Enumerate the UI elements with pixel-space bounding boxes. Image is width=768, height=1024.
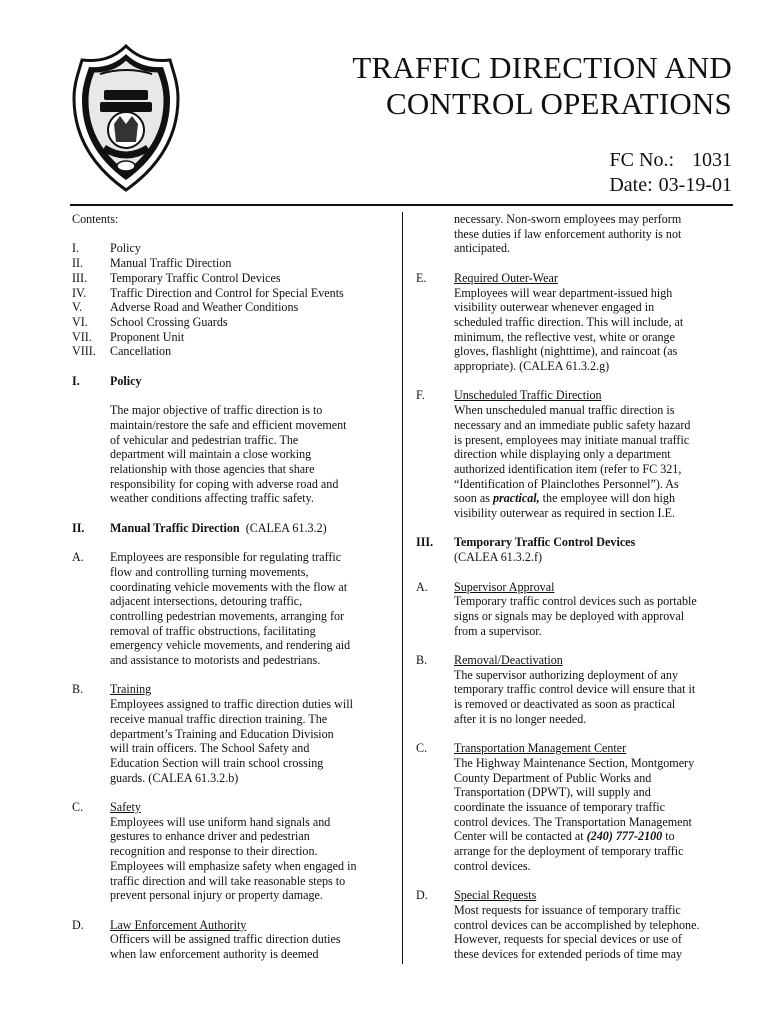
item-title: Special Requests (454, 888, 537, 903)
toc-text: Temporary Traffic Control Devices (110, 270, 281, 285)
text-line: weather conditions affecting traffic safety. (110, 491, 314, 506)
text-line: department will maintain a close working (110, 447, 312, 462)
text-line: temporary traffic control device will ensure that it (454, 682, 696, 697)
text-line: and assistance to motorists and pedestrians. (110, 653, 321, 668)
text-line: when law enforcement authority is deemed (110, 947, 319, 962)
item-num: D. (416, 888, 428, 903)
item-title: Supervisor Approval (454, 579, 555, 594)
column-divider (402, 212, 403, 964)
text-line: Employees will use uniform hand signals and (110, 814, 331, 829)
toc-num: V. (72, 300, 83, 315)
header-divider (70, 204, 733, 206)
item-num: A. (72, 550, 84, 565)
item-num: B. (416, 653, 428, 668)
text-line (454, 491, 734, 506)
toc-num: II. (72, 256, 84, 271)
text-line: removal of traffic obstructions, facilitating (110, 623, 316, 638)
section-1-body (72, 403, 392, 506)
section-2-item-f (416, 388, 734, 520)
text-line: of vehicular and pedestrian traffic. The (110, 432, 299, 447)
item-num: C. (416, 741, 428, 756)
text-line: signs or signals may be deployed with approval (454, 608, 685, 623)
badge-emblem-icon (70, 44, 182, 194)
text-line: flow and controlling turning movements, (110, 564, 309, 579)
text-line: receive manual traffic direction training. The (110, 711, 328, 726)
toc-text: Manual Traffic Direction (110, 256, 232, 271)
fc-info (609, 148, 732, 198)
left-column (72, 212, 392, 962)
section-1-heading (72, 374, 392, 389)
list-item (72, 286, 392, 301)
item-title: Required Outer-Wear (454, 270, 558, 285)
toc-num: VI. (72, 314, 88, 329)
list-item (72, 271, 392, 286)
toc-text: Adverse Road and Weather Conditions (110, 300, 299, 315)
toc-num: IV. (72, 285, 87, 300)
list-item (72, 241, 392, 256)
text-line: guards. (CALEA 61.3.2.b) (110, 770, 239, 785)
item-num: B. (72, 682, 84, 697)
text-fragment: the employee will don high (539, 491, 676, 506)
text-line: control devices. The Transportation Management (454, 814, 692, 829)
section-3-heading (416, 535, 734, 564)
toc-text: Policy (110, 241, 141, 256)
text-line: controlling pedestrian movements, arranging for (110, 608, 345, 623)
text-line: relationship with those agencies that share (110, 461, 315, 476)
fc-number-label: FC No.: (609, 149, 674, 171)
phone-number: (240) 777-2100 (586, 829, 663, 844)
text-fragment: Center will be contacted at (454, 829, 587, 844)
text-line: gestures to enhance driver and pedestrian (110, 829, 310, 844)
title-line-1: TRAFFIC DIRECTION AND (352, 50, 732, 85)
section-3-item-a (416, 580, 734, 639)
calea-ref: (CALEA 61.3.2.f) (454, 550, 543, 565)
item-title: Training (110, 682, 152, 697)
text-line: responsibility for coping with adverse road and (110, 476, 339, 491)
text-line: anticipated. (454, 241, 511, 256)
section-2-item-a (72, 550, 392, 668)
text-line: gloves, flashlight (nighttime), and raincoat (as (454, 344, 678, 359)
text-line: after it is no longer needed. (454, 711, 587, 726)
text-line: will train officers. The School Safety and (110, 741, 310, 756)
text-line: Employees will wear department-issued high (454, 285, 673, 300)
text-line: The Highway Maintenance Section, Montgomery (454, 755, 695, 770)
toc-num: I. (72, 241, 80, 256)
text-line: emergency vehicle movements, and rendering aid (110, 638, 351, 653)
text-line: recognition and response to their direction. (110, 844, 318, 859)
item-title: Removal/Deactivation (454, 653, 563, 668)
toc-num: VII. (72, 329, 92, 344)
text-line: When unscheduled manual traffic direction is (454, 403, 675, 418)
text-line: Employees assigned to traffic direction duties will (110, 697, 353, 712)
section-num: III. (416, 535, 434, 550)
section-3-item-b (416, 653, 734, 727)
text-line: “Identification of Plainclothes Personnel”). As (454, 476, 679, 491)
text-line: these duties if law enforcement authority is not (454, 226, 682, 241)
section-3-item-d (416, 888, 734, 962)
item-title: Law Enforcement Authority (110, 917, 247, 932)
text-line: adjacent intersections, detouring traffic, (110, 594, 303, 609)
text-line: Transportation (DPWT), will supply and (454, 785, 651, 800)
text-line: However, requests for special devices or use of (454, 932, 682, 947)
contents-list (72, 241, 392, 359)
text-line: traffic direction and will take reasonable steps to (110, 873, 346, 888)
text-line: minimum, the reflective vest, white or orange (454, 329, 675, 344)
section-2-item-b (72, 682, 392, 785)
section-2-item-e (416, 271, 734, 374)
item-title: Safety (110, 800, 141, 815)
text-line: coordinating vehicle movements with the flow at (110, 579, 348, 594)
emphasis-text: practical, (492, 491, 540, 506)
list-item (72, 330, 392, 345)
list-item (72, 315, 392, 330)
text-line: control devices. (454, 858, 531, 873)
text-line (454, 829, 734, 844)
item-title: Unscheduled Traffic Direction (454, 388, 602, 403)
section-2-item-c (72, 800, 392, 903)
text-line: department’s Training and Education Division (110, 726, 334, 741)
list-item (72, 256, 392, 271)
text-line: is present, employees may initiate manual traffic (454, 432, 690, 447)
toc-text: Proponent Unit (110, 329, 185, 344)
text-line: necessary. Non-sworn employees may perform (454, 212, 682, 226)
item-num: C. (72, 800, 84, 815)
toc-text: Cancellation (110, 344, 172, 359)
toc-num: III. (72, 270, 88, 285)
item-num: D. (72, 917, 84, 932)
right-column (416, 212, 734, 962)
text-line: Education Section will train school crossing (110, 755, 324, 770)
text-line: from a supervisor. (454, 623, 542, 638)
section-num: II. (72, 520, 85, 535)
text-line: Temporary traffic control devices such as portable (454, 594, 697, 609)
text-line: maintain/restore the safe and efficient movement (110, 417, 347, 432)
section-3-item-c (416, 741, 734, 873)
text-line: County Department of Public Works and (454, 770, 652, 785)
text-line: necessary and an immediate public safety hazard (454, 417, 691, 432)
text-line: direction while displaying only a department (454, 447, 671, 462)
section-2-heading (72, 521, 392, 536)
text-line: scheduled traffic direction. This will include, at (454, 314, 684, 329)
section-2-item-d (72, 918, 392, 962)
police-badge-logo (70, 44, 182, 194)
date-label: Date: (609, 174, 653, 196)
text-line: visibility outerwear whenever engaged in (454, 300, 655, 315)
list-item (72, 344, 392, 359)
section-title: Manual Traffic Direction (110, 520, 240, 535)
section-2-item-d-continued (416, 212, 734, 256)
date-value: 03-19-01 (658, 174, 732, 196)
text-line: Most requests for issuance of temporary traffic (454, 902, 681, 917)
text-line: Employees will emphasize safety when engaged in (110, 858, 357, 873)
text-line: Officers will be assigned traffic direction duties (110, 932, 341, 947)
text-fragment: soon as (454, 491, 493, 506)
item-title: Transportation Management Center (454, 741, 627, 756)
toc-text: Traffic Direction and Control for Special Events (110, 285, 344, 300)
contents-label: Contents: (72, 212, 119, 226)
text-line: is removed or deactivated as soon as practical (454, 697, 676, 712)
section-num: I. (72, 373, 80, 388)
title-line-2: CONTROL OPERATIONS (385, 86, 732, 121)
text-line: these devices for extended periods of time may (454, 947, 683, 962)
text-fragment: to (662, 829, 675, 844)
item-num: E. (416, 270, 427, 285)
item-num: A. (416, 579, 428, 594)
text-line: control devices can be accomplished by telephone. (454, 917, 700, 932)
text-line: authorized identification item (refer to FC 321, (454, 461, 682, 476)
text-line: The supervisor authorizing deployment of any (454, 667, 679, 682)
calea-ref: (CALEA 61.3.2) (245, 520, 327, 535)
text-line: The major objective of traffic direction is to (110, 403, 323, 418)
toc-text: School Crossing Guards (110, 314, 228, 329)
item-num: F. (416, 388, 425, 403)
document-title (352, 50, 732, 122)
text-line: appropriate). (CALEA 61.3.2.g) (454, 359, 610, 374)
toc-num: VIII. (72, 344, 96, 359)
list-item (72, 300, 392, 315)
text-line: prevent personal injury or property damage. (110, 888, 323, 903)
fc-number-value: 1031 (692, 149, 732, 171)
section-title: Policy (110, 373, 142, 388)
text-line: coordinate the issuance of temporary traffic (454, 800, 665, 815)
section-title: Temporary Traffic Control Devices (454, 535, 636, 550)
text-line: arrange for the deployment of temporary traffic (454, 844, 684, 859)
text-line: Employees are responsible for regulating traffic (110, 550, 342, 565)
text-line: visibility outerwear as required in section I.E. (454, 506, 675, 521)
